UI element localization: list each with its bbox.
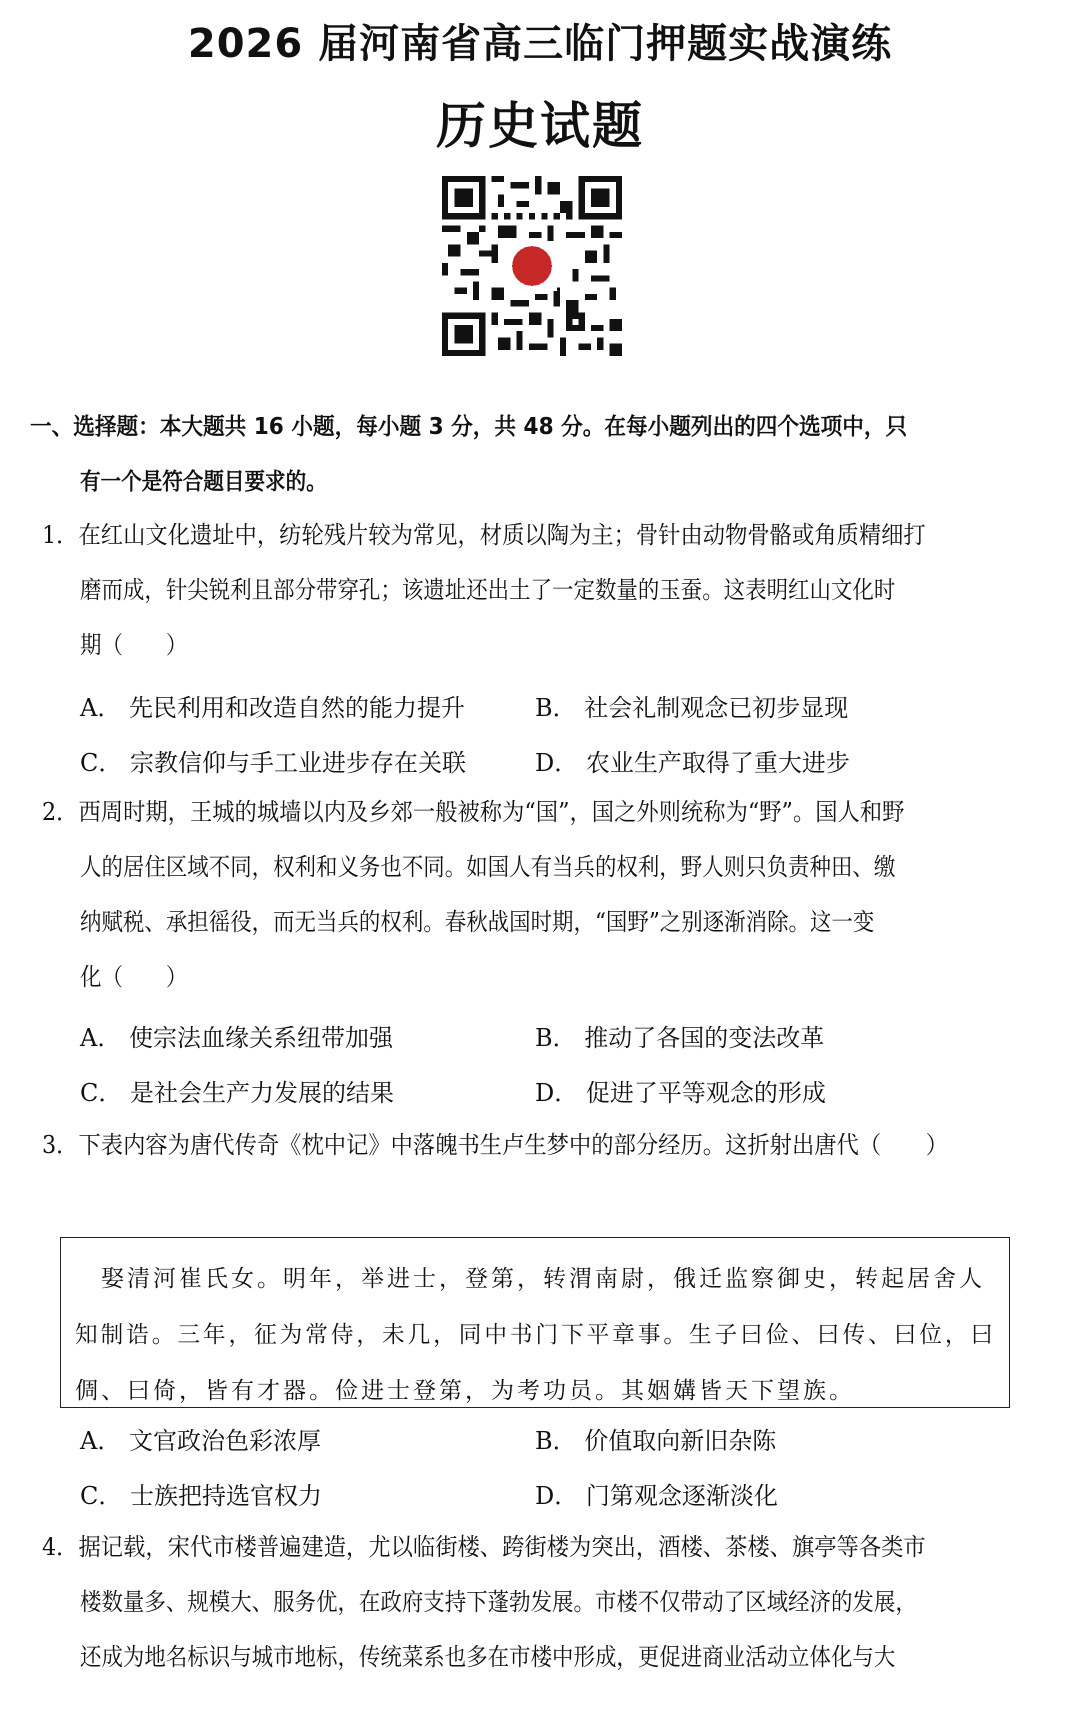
q4-stem-line1: 4．据记载，宋代市楼普遍建造，尤以临街楼、跨街楼为突出，酒楼、茶楼、旗亭等各类市 — [42, 1533, 926, 1561]
q3-quote-line2: 知制诰。三年，征为常侍，未几，同中书门下平章事。生子曰俭、曰传、曰位，曰 — [75, 1322, 997, 1348]
q1-option-b: B． 社会礼制观念已初步显现 — [535, 694, 849, 722]
q3-option-d: D． 门第观念逐渐淡化 — [535, 1482, 778, 1510]
q1-option-d: D． 农业生产取得了重大进步 — [535, 749, 850, 777]
section-heading-line2: 有一个是符合题目要求的。 — [80, 469, 327, 495]
q1-stem-line2: 磨而成，针尖锐利且部分带穿孔；该遗址还出土了一定数量的玉蚕。这表明红山文化时 — [80, 576, 896, 604]
q1-option-c: C． 宗教信仰与手工业进步存在关联 — [80, 749, 466, 777]
q1-stem-line1: 1．在红山文化遗址中，纺轮残片较为常见，材质以陶为主；骨针由动物骨骼或角质精细打 — [42, 521, 926, 549]
q3-quote-box — [60, 1237, 1010, 1408]
q1-stem-line3: 期（ ） — [80, 631, 188, 659]
exam-subject: 历史试题 — [436, 97, 644, 155]
q2-stem-line2: 人的居住区域不同，权利和义务也不同。如国人有当兵的权利，野人则只负责种田、缴 — [80, 853, 896, 881]
q2-option-a: A． 使宗法血缘关系纽带加强 — [80, 1024, 393, 1052]
q3-option-b: B． 价值取向新旧杂陈 — [535, 1427, 777, 1455]
q2-stem-line1: 2．西周时期，王城的城墙以内及乡郊一般被称为“国”，国之外则统称为“野”。国人和野 — [42, 798, 905, 826]
q4-stem-line2: 楼数量多、规模大、服务优，在政府支持下蓬勃发展。市楼不仅带动了区域经济的发展， — [80, 1588, 917, 1616]
q2-option-c: C． 是社会生产力发展的结果 — [80, 1079, 394, 1107]
q3-option-a: A． 文官政治色彩浓厚 — [80, 1427, 321, 1455]
q2-option-b: B． 推动了各国的变法改革 — [535, 1024, 825, 1052]
section-heading-line1: 一、选择题：本大题共 16 小题，每小题 3 分，共 48 分。在每小题列出的四个选项中，只 — [30, 414, 908, 440]
q2-stem-line4: 化（ ） — [80, 963, 188, 991]
q2-option-d: D． 促进了平等观念的形成 — [535, 1079, 826, 1107]
q3-quote-line3: 倜、曰倚，皆有才器。俭进士登第，为考功员。其姻媾皆天下望族。 — [75, 1378, 855, 1404]
q2-stem-line3: 纳赋税、承担徭役，而无当兵的权利。春秋战国时期，“国野”之别逐渐消除。这一变 — [80, 908, 875, 936]
q3-option-c: C． 士族把持选官权力 — [80, 1482, 322, 1510]
q3-stem-line1: 3．下表内容为唐代传奇《枕中记》中落魄书生卢生梦中的部分经历。这折射出唐代（ ） — [42, 1131, 949, 1159]
q1-option-a: A． 先民利用和改造自然的能力提升 — [80, 694, 465, 722]
q3-quote-line1: 娶清河崔氏女。明年，举进士，登第，转渭南尉，俄迁监察御史，转起居舍人 — [75, 1266, 985, 1292]
exam-title: 2026 届河南省高三临门押题实战演练 — [187, 21, 893, 67]
q4-stem-line3: 还成为地名标识与城市地标，传统菜系也多在市楼中形成，更促进商业活动立体化与大 — [80, 1643, 896, 1671]
qr-code-image — [442, 176, 622, 356]
